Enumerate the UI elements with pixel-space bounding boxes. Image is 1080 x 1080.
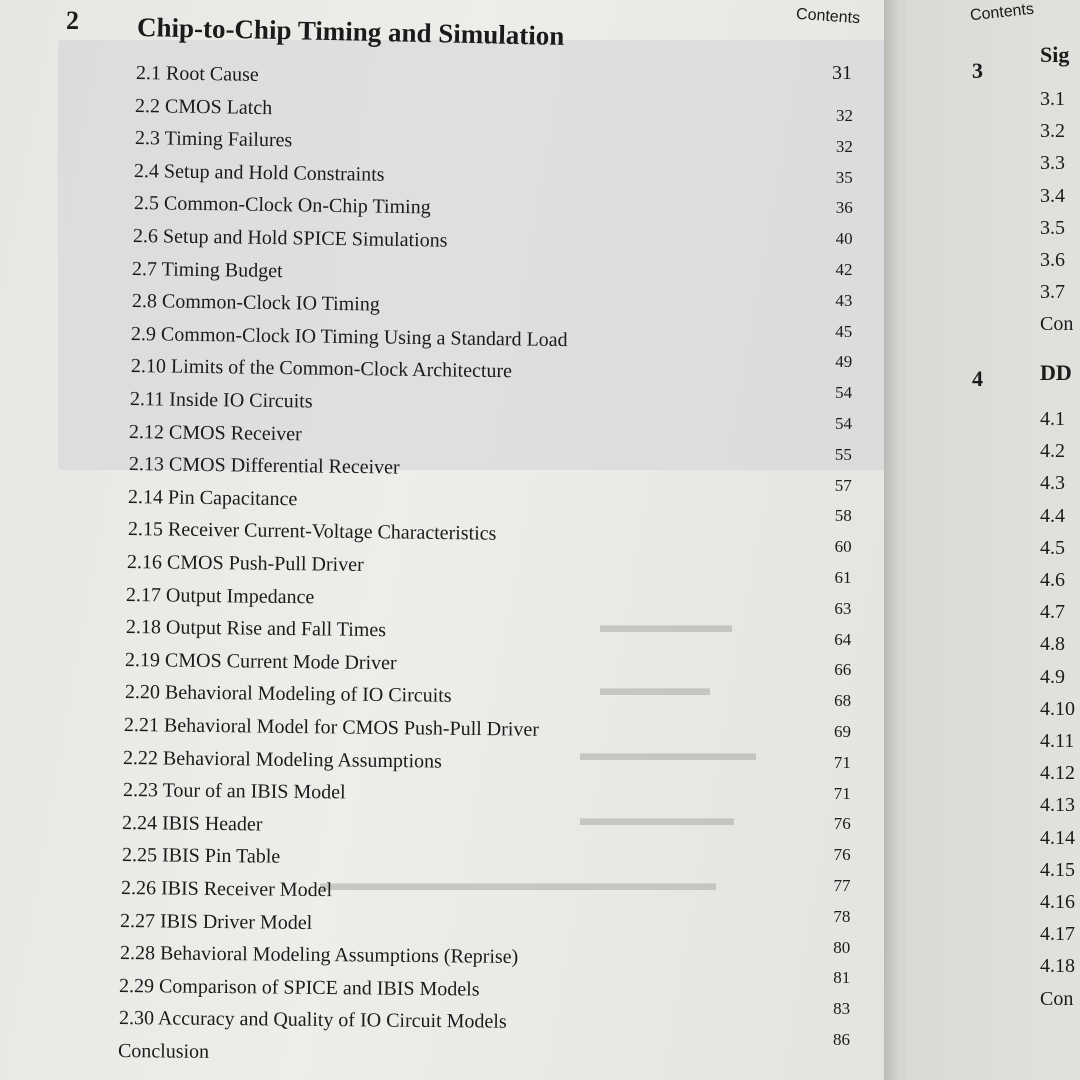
toc-entry: 2.9 Common-Clock IO Timing Using a Standard Load [131, 322, 568, 351]
toc-page-number: 80 [833, 937, 851, 957]
toc-page-number: 81 [833, 968, 851, 988]
chapter-title: DD [1040, 360, 1072, 385]
toc-page-number: 71 [833, 752, 851, 772]
toc-entry: 2.20 Behavioral Modeling of IO Circuits [124, 681, 452, 708]
show-through-text: ▬▬▬▬▬▬▬ [580, 805, 734, 830]
toc-section-number: 3.5 [1040, 216, 1065, 239]
toc-page-number: 32 [835, 136, 853, 156]
toc-section-number: 4.2 [1040, 440, 1065, 463]
chapter-number: 2 [66, 6, 79, 35]
toc-page-number: 66 [834, 660, 852, 680]
toc-entry: 2.27 IBIS Driver Model [120, 909, 313, 934]
toc-entry: 2.24 IBIS Header [122, 811, 263, 836]
toc-entry: 2.30 Accuracy and Quality of IO Circuit Models [118, 1007, 507, 1034]
toc-section-number: 4.17 [1040, 923, 1075, 946]
toc-page-number: 49 [835, 352, 853, 372]
show-through-text: ▬▬▬▬▬ [600, 675, 710, 700]
toc-entry: 2.3 Timing Failures [134, 127, 293, 152]
toc-page-number: 35 [835, 167, 853, 187]
toc-entry: 2.15 Receiver Current-Voltage Characteristics [127, 518, 497, 546]
toc-page-number: 63 [834, 598, 852, 618]
toc-section-number: 4.15 [1040, 858, 1075, 881]
toc-entry: 2.14 Pin Capacitance [128, 485, 298, 510]
toc-entry: 2.8 Common-Clock IO Timing [131, 290, 380, 316]
toc-page-number: 64 [834, 629, 852, 649]
toc-page-number: 58 [834, 506, 852, 526]
toc-section-number: 3.7 [1040, 281, 1065, 304]
toc-section-number: 4.8 [1040, 633, 1065, 656]
chapter-number: 3 [972, 58, 983, 83]
toc-entry: 2.26 IBIS Receiver Model [120, 877, 333, 902]
toc-section-number: 4.9 [1040, 665, 1065, 688]
toc-page-number: 77 [833, 876, 851, 895]
toc-section-number: 4.10 [1040, 697, 1075, 720]
toc-section-number: 4.6 [1040, 569, 1065, 591]
toc-page-number: 54 [835, 414, 852, 433]
toc-section-number: 3.3 [1040, 152, 1065, 175]
toc-page-number: 76 [833, 845, 851, 865]
toc-page-number: 36 [835, 198, 853, 218]
toc-page-number: 76 [833, 814, 851, 834]
toc-section-number: 4.18 [1040, 955, 1075, 978]
toc-entry: 2.4 Setup and Hold Constraints [134, 159, 385, 186]
toc-entry: 2.29 Comparison of SPICE and IBIS Models [119, 974, 480, 1001]
toc-page-number: 57 [834, 475, 852, 495]
toc-entry: 2.17 Output Impedance [126, 583, 315, 608]
toc-page-number: 32 [836, 106, 853, 125]
toc-entry: 2.21 Behavioral Model for CMOS Push-Pull Driver [123, 714, 540, 741]
toc-entry: 2.7 Timing Budget [132, 257, 284, 282]
show-through-text: ▬▬▬▬▬▬▬▬ [580, 740, 756, 765]
toc-page-number: 40 [835, 229, 853, 249]
toc-section-number: 4.1 [1040, 408, 1065, 430]
running-head-right: Contents [969, 0, 1035, 25]
toc-page-number: 83 [833, 999, 851, 1019]
toc-section-number: 4.16 [1040, 891, 1075, 913]
toc-entry: 2.1 Root Cause [135, 62, 259, 86]
toc-page-number: 68 [834, 691, 852, 711]
toc-section-number: 4.4 [1040, 504, 1065, 527]
toc-page-number: 42 [835, 260, 853, 279]
toc-section-number: Con [1040, 313, 1074, 336]
toc-section-number: Con [1040, 987, 1074, 1010]
toc-entry: 2.2 CMOS Latch [135, 94, 273, 119]
toc-section-number: 4.12 [1040, 762, 1075, 785]
toc-entry: 2.23 Tour of an IBIS Model [122, 779, 346, 804]
toc-section-number: 4.14 [1040, 826, 1075, 849]
toc-page-number: 69 [834, 722, 851, 741]
toc-page-number: 71 [833, 783, 851, 803]
toc-entry: 2.13 CMOS Differential Receiver [128, 453, 400, 479]
toc-entry: 2.12 CMOS Receiver [129, 420, 303, 445]
toc-entry: 2.19 CMOS Current Mode Driver [125, 648, 397, 675]
toc-page-number: 45 [835, 321, 853, 341]
running-head: Contents [795, 5, 861, 28]
toc-page-number: 61 [834, 568, 852, 587]
toc-entry: 2.11 Inside IO Circuits [129, 388, 313, 413]
show-through-text: ▬▬▬▬▬▬ [600, 612, 732, 637]
chapter-page-number: 31 [832, 62, 852, 84]
toc-entry: 2.6 Setup and Hold SPICE Simulations [132, 225, 448, 252]
toc-page-number: 55 [834, 444, 852, 464]
toc-section-number: 4.5 [1040, 536, 1065, 559]
toc-entry: 2.18 Output Rise and Fall Times [125, 616, 386, 642]
show-through-text: ▬▬▬▬▬▬▬▬▬▬▬▬▬▬▬▬▬▬ [320, 870, 716, 895]
toc-entry: 2.28 Behavioral Modeling Assumptions (Reprise) [119, 942, 519, 969]
toc-entry: 2.10 Limits of the Common-Clock Architecture [130, 355, 512, 383]
toc-page-number: 43 [835, 290, 853, 310]
chapter-title: Sig [1040, 42, 1070, 67]
toc-entry: 2.22 Behavioral Modeling Assumptions [123, 746, 443, 773]
toc-page-number: 54 [835, 383, 853, 403]
toc-entry: 2.5 Common-Clock On-Chip Timing [133, 192, 431, 219]
toc-section-number: 4.11 [1040, 730, 1075, 752]
toc-section-number: 3.2 [1040, 120, 1065, 143]
toc-entry-conclusion: Conclusion [117, 1040, 210, 1063]
toc-page-number: 60 [834, 537, 852, 557]
toc-section-number: 3.6 [1040, 249, 1065, 271]
toc-page-number: 78 [833, 906, 851, 926]
toc-entry: 2.25 IBIS Pin Table [121, 844, 280, 869]
chapter-number: 4 [972, 366, 983, 391]
toc-page-number: 86 [833, 1030, 850, 1049]
toc-section-number: 4.3 [1040, 472, 1065, 495]
toc-section-number: 4.13 [1040, 794, 1075, 817]
chapter-title: Chip-to-Chip Timing and Simulation [136, 12, 565, 51]
toc-section-number: 3.1 [1040, 88, 1065, 110]
toc-section-number: 4.7 [1040, 601, 1065, 624]
toc-section-number: 3.4 [1040, 184, 1065, 207]
toc-entry: 2.16 CMOS Push-Pull Driver [126, 551, 364, 576]
